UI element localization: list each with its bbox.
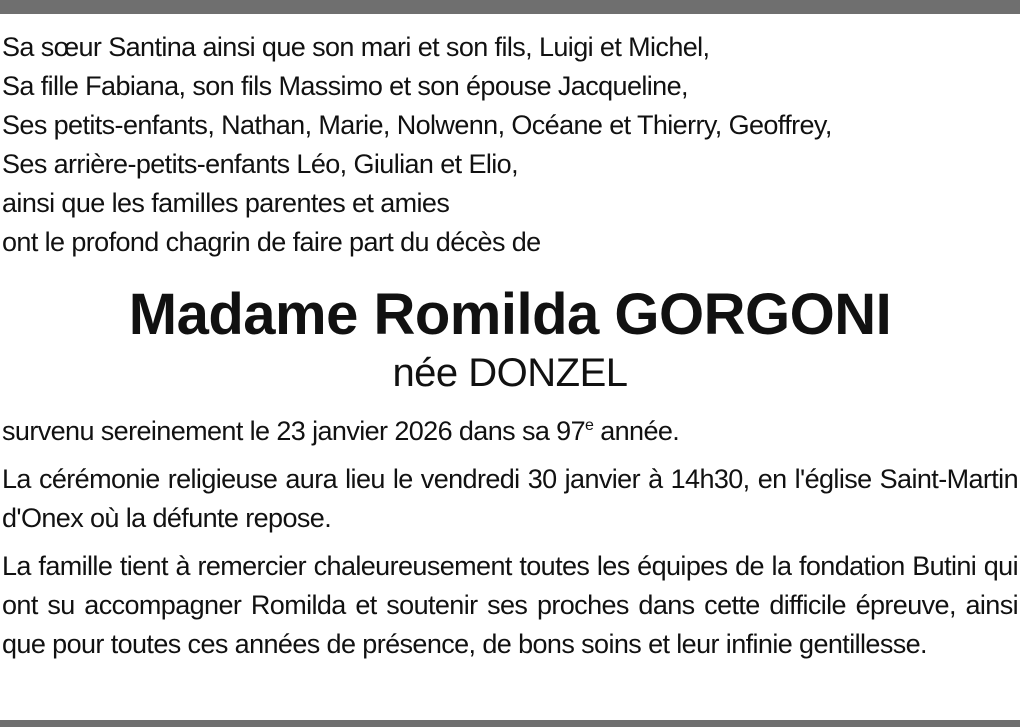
ceremony-paragraph: La cérémonie religieuse aura lieu le vendredi 30 janvier à 14h30, en l'église Saint-Martin d'Onex où la défunte repose. bbox=[2, 464, 1018, 533]
death-date-paragraph bbox=[2, 412, 1018, 451]
thanks-paragraph: La famille tient à remercier chaleureusement toutes les équipes de la fondation Butini qui ont su accompagner Romilda et soutenir ses proches dans cette difficile épreuve, ainsi que pour toutes ces années de présence, de bons soins et leur infinie gentillesse. bbox=[2, 551, 1018, 659]
maiden-name: née DONZEL bbox=[392, 351, 628, 395]
family-line: Sa sœur Santina ainsi que son mari et son fils, Luigi et Michel, bbox=[2, 32, 710, 62]
death-date-text: survenu sereinement le 23 janvier 2026 dans sa 97 bbox=[2, 416, 585, 446]
obituary-notice bbox=[2, 28, 1018, 664]
family-line: ont le profond chagrin de faire part du décès de bbox=[2, 227, 541, 257]
family-line: Sa fille Fabiana, son fils Massimo et son épouse Jacqueline, bbox=[2, 71, 688, 101]
bottom-rule bbox=[0, 720, 1020, 727]
ordinal-suffix: e bbox=[585, 417, 594, 434]
family-line: Ses arrière-petits-enfants Léo, Giulian et Elio, bbox=[2, 149, 518, 179]
family-line: ainsi que les familles parentes et amies bbox=[2, 188, 450, 218]
deceased-name: Madame Romilda GORGONI bbox=[128, 282, 892, 347]
family-announcement bbox=[2, 28, 1018, 262]
family-line: Ses petits-enfants, Nathan, Marie, Nolwenn, Océane et Thierry, Geoffrey, bbox=[2, 110, 832, 140]
death-date-text-end: année. bbox=[593, 416, 680, 446]
top-rule bbox=[0, 0, 1020, 14]
